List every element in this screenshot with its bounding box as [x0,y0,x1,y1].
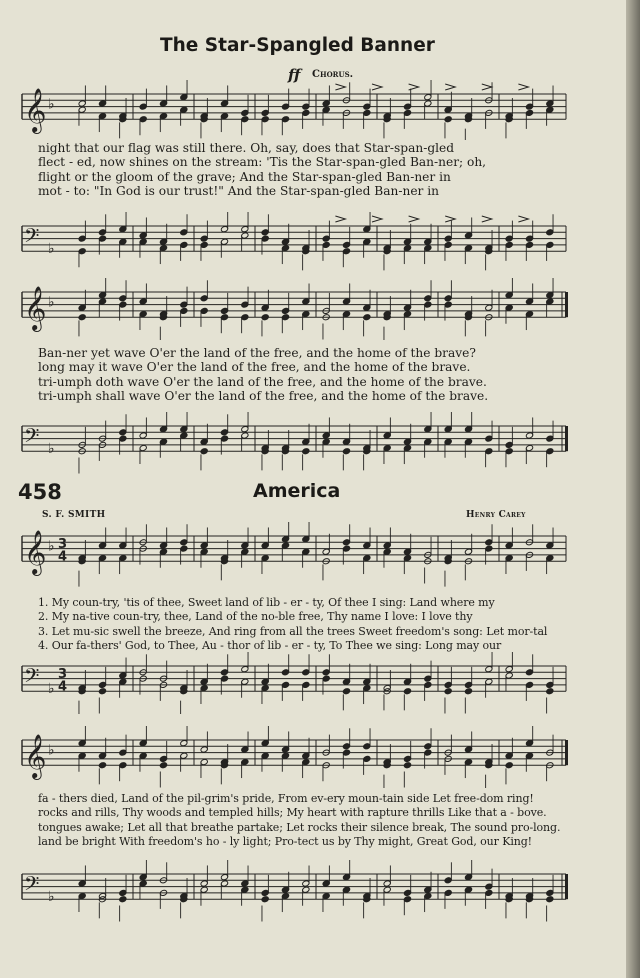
svg-text:♭: ♭ [48,681,55,698]
lyrics-block-2 [38,346,558,404]
lyric-line: flight or the gloom of the grave; And the Star-span-gled Ban-ner in [38,169,451,184]
lyric-line: rocks and rills, Thy woods and templed hills; My heart with rapture thrills Like that a - bove. [38,806,547,820]
lyrics-block-3 [38,596,558,654]
svg-text:𝄢: 𝄢 [24,224,40,253]
svg-text:♭: ♭ [48,96,55,113]
music-staff-treble-3 [0,522,626,588]
lyric-line: tri-umph doth wave O'er the land of the free, and the home of the brave. [38,374,487,389]
svg-text:4: 4 [58,549,68,565]
hymn-number: 458 [18,480,62,504]
svg-text:𝄞: 𝄞 [24,285,47,330]
dynamic-marking: ff [288,66,301,84]
svg-text:♭: ♭ [48,241,55,258]
svg-text:𝄢: 𝄢 [24,872,40,901]
svg-text:𝄞: 𝄞 [24,733,47,778]
music-credit: Henry Carey [466,510,526,520]
lyric-line: 3. Let mu-sic swell the breeze, And ring from all the trees Sweet freedom's song: Let mor-tal [38,624,548,638]
svg-text:♭: ♭ [48,538,55,555]
music-staff-treble-4 [0,726,626,788]
music-staff-bass-2 [0,412,626,474]
music-staff-treble-2 [0,278,626,340]
lyric-line: land be bright With freedom's ho - ly light; Pro-tect us by Thy might, Great God, our King! [38,835,533,849]
words-credit: S. F. SMITH [42,510,106,520]
svg-text:𝄞: 𝄞 [24,87,47,132]
page-binding-edge [626,0,640,978]
music-staff-bass-1 [0,212,626,272]
svg-text:3: 3 [58,666,68,682]
lyric-line: Ban-ner yet wave O'er the land of the free, and the home of the brave? [38,346,476,360]
lyric-line: night that our flag was still there. Oh, say, does that Star-span-gled [38,141,455,155]
chorus-label: Chorus. [312,69,354,80]
lyric-line: fa - thers died, Land of the pil-grim's pride, From ev-ery moun-tain side Let free-dom ring! [38,792,534,805]
svg-text:3: 3 [58,536,68,552]
svg-text:♭: ♭ [48,294,55,311]
lyric-line: flect - ed, now shines on the stream: 'Tis the Star-span-gled Ban-ner; oh, [38,155,487,170]
lyric-line: 1. My coun-try, 'tis of thee, Sweet land of lib - er - ty, Of thee I sing: Land where my [38,596,495,609]
lyric-line: tri-umph shall wave O'er the land of the free, and the home of the brave. [38,389,489,404]
music-staff-bass-3 [0,652,626,714]
svg-text:4: 4 [58,679,68,695]
lyric-line: tongues awake; Let all that breathe partake; Let rocks their silence break, The sound pro-long. [38,820,561,834]
lyric-line: 2. My na-tive coun-try, thee, Land of the no-ble free, Thy name I love: I love thy [38,610,473,624]
lyric-line: long may it wave O'er the land of the free, and the home of the brave. [38,360,471,375]
svg-text:𝄞: 𝄞 [24,529,47,574]
svg-text:𝄢: 𝄢 [24,664,40,693]
music-staff-treble-1 [0,80,626,140]
svg-text:♭: ♭ [48,441,55,458]
lyrics-block-4 [38,792,561,850]
lyrics-block-1 [38,141,558,199]
svg-text:𝄢: 𝄢 [24,424,40,453]
hymn-title-star-spangled-banner: The Star-Spangled Banner [160,35,435,56]
hymn-title-america: America [253,480,341,502]
lyric-line: mot - to: "In God is our trust!" And the Star-span-gled Ban-ner in [38,184,439,199]
music-staff-bass-4 [0,860,626,922]
svg-text:♭: ♭ [48,889,55,906]
lyric-line: 4. Our fa-thers' God, to Thee, Au - thor of lib - er - ty, To Thee we sing: Long may our [38,639,502,653]
svg-text:♭: ♭ [48,742,55,759]
